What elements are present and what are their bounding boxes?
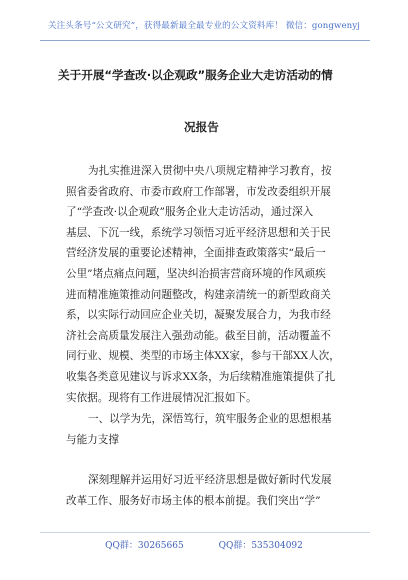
- section-heading-1: [66, 409, 356, 450]
- text-line: 深刻理解并运用好习近平经济思想是做好新时代发展: [88, 474, 332, 486]
- text-line: 进而精准施策推动问题整改，构建亲清统一的新型政商关: [66, 288, 331, 301]
- text-line: 同行业、规模、类型的市场主体XX家，参与干部XX人次，: [66, 350, 340, 363]
- text-line: 为扎实推进深入贯彻中央八项规定精神学习教育，按: [88, 165, 332, 177]
- text-line: 济社会高质量发展注入强劲动能。截至目前，活动覆盖不: [66, 329, 331, 342]
- paragraph-1: [66, 161, 356, 408]
- text-line: 实依据。现将有工作进展情况汇报如下。: [66, 391, 257, 404]
- qq-group-secondary: QQ群：535304092: [218, 541, 303, 551]
- document-title-line-1: 关于开展“学查改·以企观政”服务企业大走访活动的情: [58, 68, 333, 82]
- text-line: 与能力支撑: [66, 433, 119, 446]
- header-divider: [40, 40, 370, 41]
- paragraph-2: [66, 470, 356, 511]
- text-line: 照省委省政府、市委市政府工作部署，市发改委组织开展: [66, 185, 331, 198]
- qq-group-primary: QQ群：30265665: [105, 541, 184, 551]
- text-line: 营经济发展的重要论述精神，全面排查政策落实“最后一: [66, 247, 326, 260]
- text-line: 基层、下沉一线，系统学习领悟习近平经济思想和关于民: [66, 226, 331, 239]
- text-line: 系，以实际行动回应企业关切，凝聚发展合力，为我市经: [66, 309, 331, 322]
- text-line: 一、以学为先，深悟笃行，筑牢服务企业的思想根基: [88, 413, 332, 425]
- text-line: 公里”堵点痛点问题，坚决纠治损害营商环境的作风顽疾: [66, 267, 326, 280]
- text-line: 收集各类意见建议与诉求XX条，为后续精准施策提供了扎: [66, 370, 336, 383]
- text-line: 改革工作、服务好市场主体的根本前提。我们突出“学”: [66, 494, 321, 507]
- header-banner: 关注头条号“公文研究”，获得最新最全最专业的公文资料库！ 微信：gongwenyj: [47, 21, 361, 31]
- document-title-line-2: 况报告: [184, 120, 219, 134]
- text-line: 了“学查改·以企观政”服务企业大走访活动，通过深入: [66, 206, 314, 219]
- footer-divider: [40, 532, 370, 533]
- footer-contact: [0, 538, 408, 551]
